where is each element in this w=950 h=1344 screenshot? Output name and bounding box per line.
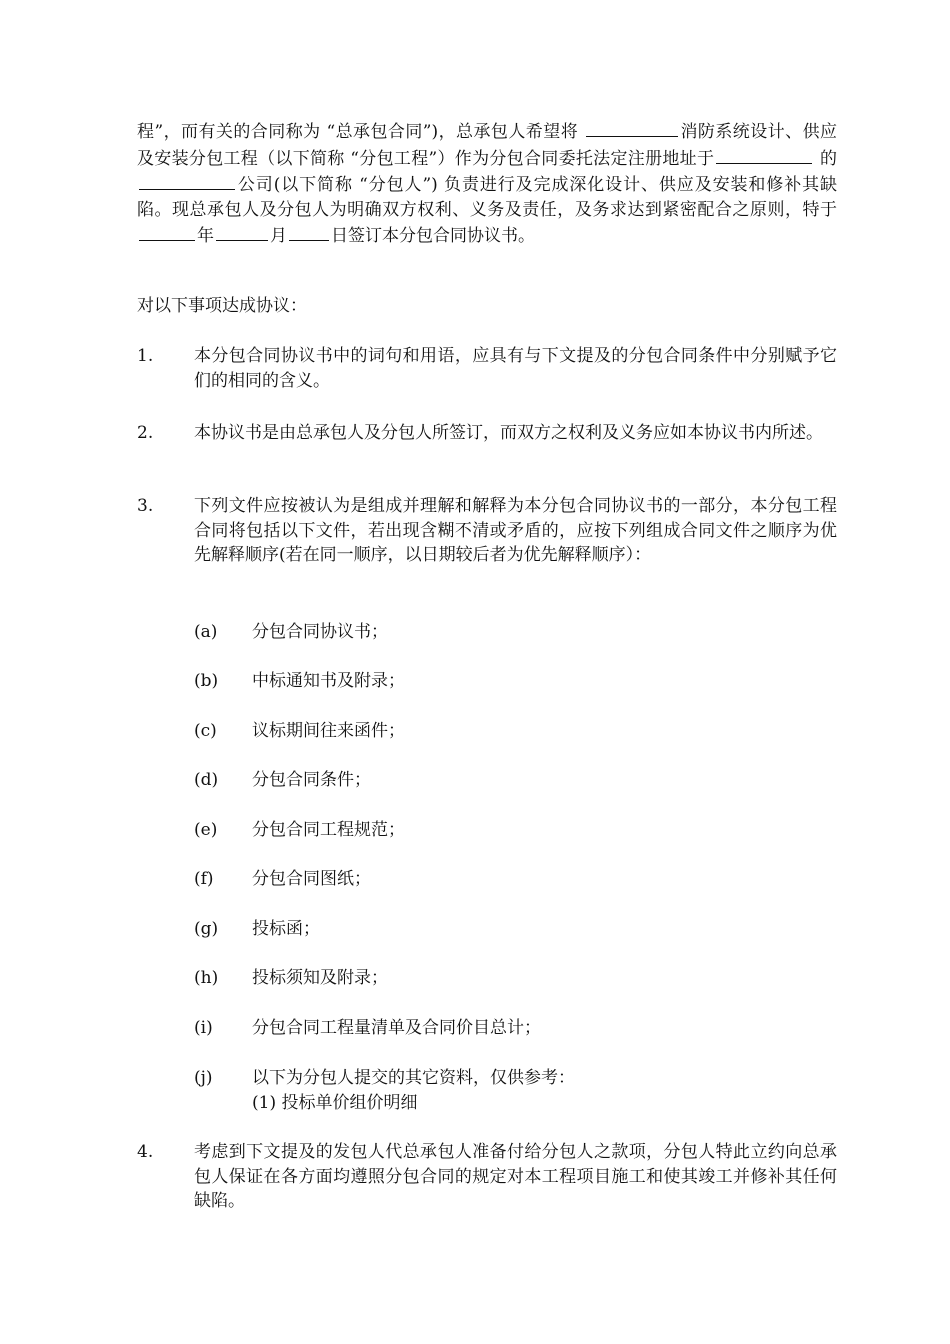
sub-item-label: (g) bbox=[194, 919, 219, 939]
sub-sub-item-text: (1) 投标单价组价明细 bbox=[252, 1092, 418, 1113]
clause-text: 下列文件应按被认为是组成并理解和解释为本分包合同协议书的一部分，本分包工程合同将包括以下文件，若出现含糊不清或矛盾的，应按下列组成合同文件之顺序为优先解释顺序(若在同一顺序，以日期较后者为优先解释顺序）： bbox=[194, 496, 837, 565]
agree-line: 对以下事项达成协议： bbox=[137, 296, 307, 316]
intro-text-3: 的 bbox=[814, 148, 837, 169]
intro-text-5: 日签订本分包合同协议书。 bbox=[331, 226, 535, 246]
intro-text-2: 消防系统设计、供应及安装分包工程（以下简称 “分包工程”）作为分包合同委托法定注册地址于 bbox=[137, 122, 838, 169]
sub-item-text: 议标期间往来函件； bbox=[252, 721, 405, 741]
blank-month bbox=[216, 222, 268, 241]
sub-item-label: (e) bbox=[194, 820, 218, 840]
blank-day bbox=[289, 222, 329, 241]
sub-item-label: (a) bbox=[194, 622, 218, 642]
blank-project-name bbox=[586, 118, 678, 137]
clause-number: 3. bbox=[137, 496, 154, 516]
sub-item-label: (i) bbox=[194, 1018, 213, 1038]
clause-text: 考虑到下文提及的发包人代总承包人准备付给分包人之款项，分包人特此立约向总承包人保证在各方面均遵照分包合同的规定对本工程项目施工和使其竣工并修补其任何缺陷。 bbox=[194, 1142, 837, 1211]
intro-paragraph bbox=[137, 118, 837, 249]
sub-item-text: 分包合同协议书； bbox=[252, 622, 388, 642]
sub-item-text: 分包合同图纸； bbox=[252, 869, 371, 889]
sub-item-text: 中标通知书及附录； bbox=[252, 671, 405, 691]
sub-item-text: 分包合同工程规范； bbox=[252, 820, 405, 840]
clause-number: 4. bbox=[137, 1142, 154, 1162]
blank-year bbox=[139, 222, 195, 241]
sub-item-text: 分包合同条件； bbox=[252, 770, 371, 790]
blank-address bbox=[716, 145, 812, 164]
sub-item-label: (j) bbox=[194, 1068, 213, 1088]
clause-text: 本分包合同协议书中的词句和用语，应具有与下文提及的分包合同条件中分别赋予它们的相同的含义。 bbox=[194, 346, 837, 391]
sub-item-text-main: 以下为分包人提交的其它资料，仅供参考： bbox=[252, 1068, 575, 1088]
blank-company bbox=[139, 171, 235, 190]
sub-item-label: (f) bbox=[194, 869, 214, 889]
clause-text: 本协议书是由总承包人及分包人所签订，而双方之权利及义务应如本协议书内所述。 bbox=[194, 423, 823, 443]
intro-text-4: 公司(以下简称 “分包人”) 负责进行及完成深化设计、供应及安装和修补其缺陷。现总承包人及分包人为明确双方权利、义务及责任，及务求达到紧密配合之原则，特于 bbox=[137, 175, 837, 220]
intro-text-year: 年 bbox=[197, 226, 214, 246]
clause-number: 1. bbox=[137, 346, 154, 366]
sub-item-text: 分包合同工程量清单及合同价目总计； bbox=[252, 1018, 541, 1038]
sub-item-text: 投标函； bbox=[252, 919, 320, 939]
intro-text-month: 月 bbox=[270, 226, 287, 246]
sub-item-text bbox=[252, 1066, 837, 1115]
sub-item-label: (h) bbox=[194, 968, 219, 988]
sub-item-label: (c) bbox=[194, 721, 217, 741]
sub-item-label: (b) bbox=[194, 671, 219, 691]
sub-item-text: 投标须知及附录； bbox=[252, 968, 388, 988]
intro-text-1: 程”，而有关的合同称为 “总承包合同”)，总承包人希望将 bbox=[137, 122, 584, 142]
clause-number: 2. bbox=[137, 423, 154, 443]
sub-item-label: (d) bbox=[194, 770, 219, 790]
